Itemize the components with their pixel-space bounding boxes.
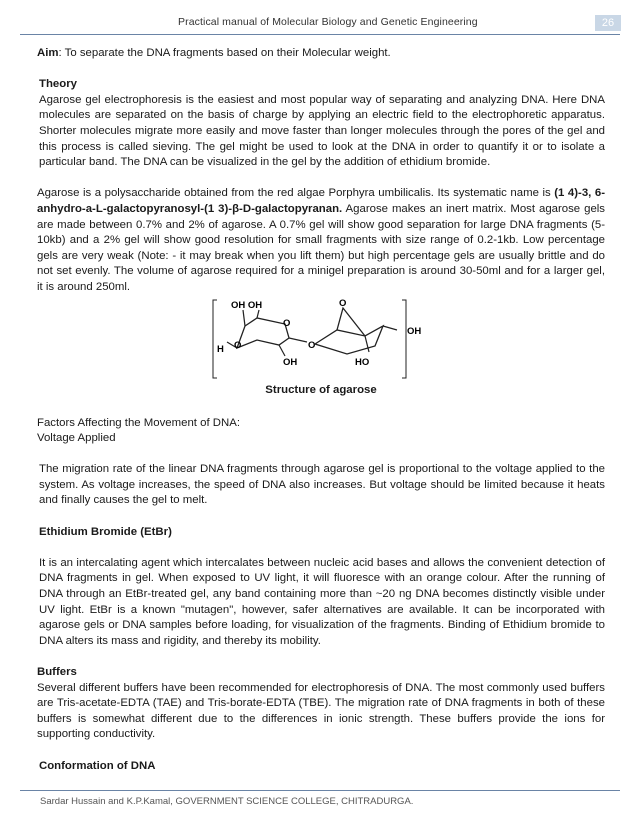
- footer-text: Sardar Hussain and K.P.Kamal, GOVERNMENT SCIENCE COLLEGE, CHITRADURGA.: [40, 796, 414, 807]
- label-oh-right: OH: [407, 325, 422, 337]
- page-header: [0, 12, 638, 34]
- aim-text: : To separate the DNA fragments based on their Molecular weight.: [58, 47, 391, 59]
- header-title: Practical manual of Molecular Biology and Genetic Engineering: [178, 16, 478, 28]
- para2-start: Agarose is a polysaccharide obtained from the red algae Porphyra umbilicalis. Its systematic name is: [37, 187, 555, 200]
- etbr-heading: Ethidium Bromide (EtBr): [39, 525, 172, 538]
- buffers-heading: Buffers: [37, 666, 77, 678]
- theory-paragraph-1: Agarose gel electrophoresis is the easiest and most popular way of separating and analyzing DNA. Here DNA molecules are separated on the basis of charge by applying an electric field to the electrophoretic apparatus. Shorter molecules migrate more easily and move faster than longer molecules through the pores of the gel and this process is called sieving. The gel might be used to look at the DNA in order to quantify it or to isolate a particular band. The DNA can be visualized in the gel by the addition of ethidium bromide.: [39, 93, 605, 169]
- page-footer: [0, 790, 638, 814]
- page-content: [37, 46, 605, 774]
- aim-paragraph: [37, 46, 605, 62]
- label-ho: HO: [355, 356, 370, 368]
- left-bracket: [213, 300, 217, 378]
- right-bracket: [402, 300, 406, 378]
- label-h: H: [217, 343, 224, 355]
- label-o-ring1: O: [283, 317, 291, 329]
- etbr-paragraph: It is an intercalating agent which intercalates between nucleic acid bases and allows the convenient detection of DNA fragments in gel. When exposed to UV light, it will fluoresce with an orange colour. After the running of DNA through an EtBr-treated gel, any band containing more than ~20 ng DNA becomes distinctly visible under UV light. EtBr is a known "mutagen", however, safer alternatives are available. It can be incorporated with agarose gels or DNA samples before loading, for visualization of the fragments. Binding of Ethidium bromide to DNA alters its mass and rigidity, and thereby its mobility.: [39, 556, 605, 647]
- theory-paragraph-2: [37, 186, 605, 295]
- label-o-ring2: O: [339, 297, 347, 309]
- systematic-name: (1 4)-3, 6-anhydro-a-L-galactopyranosyl-(1 3)-β-D-galactopyranan.: [37, 187, 605, 215]
- aim-label: Aim: [37, 47, 59, 59]
- page-number: 26: [595, 15, 621, 31]
- agarose-structure-diagram: [197, 296, 447, 382]
- label-o-bridge: O: [308, 339, 316, 351]
- buffers-paragraph: Several different buffers have been recommended for electrophoresis of DNA. The most commonly used buffers are Tris-acetate-EDTA (TAE) and Tris-borate-EDTA (TBE). The migration rate of DNA fragments in both of these buffers is somewhat different due to the differences in ionic strength. These buffers provide the ions for supporting conductivity.: [37, 681, 605, 741]
- factors-title: Factors Affecting the Movement of DNA:: [37, 416, 241, 429]
- label-oh-bottom: OH: [283, 356, 298, 368]
- label-o-left: O: [234, 339, 242, 351]
- voltage-paragraph: The migration rate of the linear DNA fragments through agarose gel is proportional to the voltage applied to the system. As voltage increases, the speed of DNA also increases. But voltage should be limited because it heats and finally causes the gel to melt.: [39, 463, 605, 507]
- anhydrogalactose-ring: [315, 326, 383, 354]
- voltage-heading: Voltage Applied: [37, 432, 116, 445]
- para2-end: Agarose makes an inert matrix. Most agarose gels are made between 0.7% and 2% of agarose. A 0.7% gel will show good separation for large DNA fragments (5-10kb) and a 2% gel will show good resolution for small fragments with size range of 0.2-1kb. Low percentage gels are very weak (Note: - it may break when you lift them) but high percentage gels are usually brittle and do not set evenly. The volume of agarose required for a minigel preparation is around 30-50ml and for a larger gel, it is around 250ml.: [37, 202, 605, 293]
- figure-caption: Structure of agarose: [265, 383, 377, 396]
- theory-heading: Theory: [39, 78, 77, 91]
- conformation-heading: Conformation of DNA: [39, 759, 156, 772]
- agarose-structure-figure: [37, 296, 605, 416]
- label-oh-oh: OH OH: [231, 299, 263, 311]
- header-divider: [20, 34, 620, 35]
- footer-divider: [20, 790, 620, 791]
